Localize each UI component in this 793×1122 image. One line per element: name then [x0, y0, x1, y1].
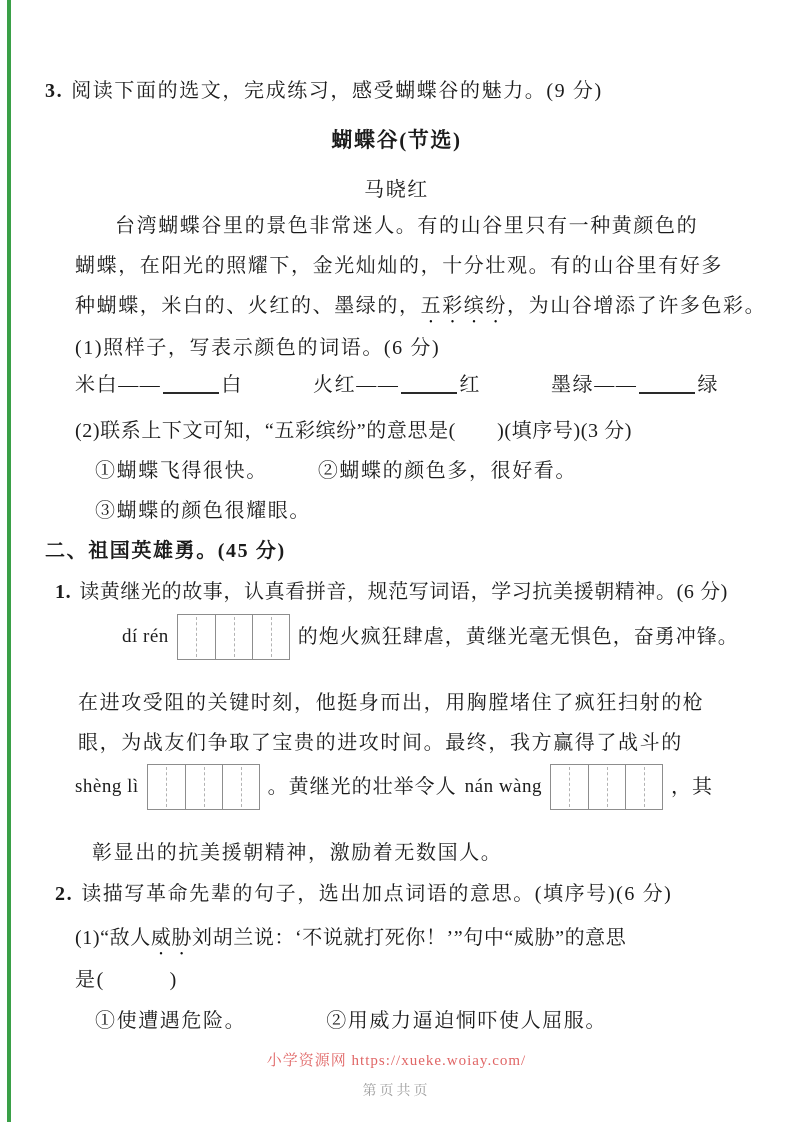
s2-q1-pinyin-row-1	[122, 614, 739, 660]
s2-q1-pinyin-row-2	[75, 764, 713, 810]
passage-line-2: 蝴蝶，在阳光的照耀下，金光灿灿的，十分壮观。有的山谷里有好多	[75, 255, 723, 277]
passage-line-3	[75, 293, 766, 328]
s2-q1-line-3: 眼，为战友们争取了宝贵的进攻时间。最终，我方赢得了战斗的	[78, 732, 683, 754]
q3-sub2-label: (2)联系上下文可知，“五彩缤纷”的意思是( )(填序号)(3 分)	[75, 420, 633, 442]
blank-prefix: 米白——	[75, 374, 162, 396]
s2-q2-options-row	[95, 1008, 607, 1034]
s2-q1-number: 1.	[55, 581, 72, 603]
question-3-header	[45, 78, 603, 104]
writing-cell	[588, 765, 625, 809]
blank-suffix: 白	[221, 374, 244, 396]
passage-author: 马晓红	[364, 179, 429, 201]
pinyin-nanwang: nán wàng	[464, 776, 542, 797]
section-2-header: 二、祖国英雄勇。(45 分)	[45, 540, 286, 562]
left-margin-bar	[7, 0, 11, 1122]
passage-line-3-post: ，为山谷增添了许多色彩。	[507, 295, 767, 317]
passage-line-1: 台湾蝴蝶谷里的景色非常迷人。有的山谷里只有一种黄颜色的	[115, 215, 699, 237]
pinyin-shengli: shèng lì	[75, 776, 139, 797]
writing-cell	[185, 765, 222, 809]
q3-color-blanks-row	[75, 372, 719, 398]
blank-prefix: 墨绿——	[551, 374, 638, 396]
s2-q2-text: 读描写革命先辈的句子，选出加点词语的意思。(填序号)(6 分)	[81, 883, 673, 905]
q3-sub1-label: (1)照样子，写表示颜色的词语。(6 分)	[75, 337, 441, 359]
writing-cell	[252, 615, 289, 659]
option-2: ②蝴蝶的颜色多，很好看。	[317, 460, 578, 482]
s2-q1-line-4-post: ，其	[670, 776, 713, 798]
s2-q2-sub1-line-1	[75, 925, 626, 960]
answer-blank[interactable]	[163, 372, 219, 394]
writing-cell	[551, 765, 588, 809]
color-blank-item-1	[75, 372, 243, 398]
s2-q2-header	[55, 881, 672, 907]
emphasized-word-wucaibinfen: 五彩缤纷	[420, 295, 508, 317]
answer-blank[interactable]	[401, 372, 457, 394]
writing-cell	[215, 615, 252, 659]
passage-line-3-pre: 种蝴蝶，米白的、火红的、墨绿的，	[75, 295, 421, 317]
color-blank-item-3	[551, 372, 719, 398]
blank-suffix: 红	[459, 374, 482, 396]
s2-q2-sub1-post: 刘胡兰说：‘不说就打死你！’”句中“威胁”的意思	[192, 927, 627, 949]
s2-q1-header	[55, 579, 728, 605]
writing-cell	[148, 765, 185, 809]
pinyin-answer-box[interactable]	[147, 764, 260, 810]
pinyin-answer-box[interactable]	[550, 764, 663, 810]
s2-q1-text: 读黄继光的故事，认真看拼音，规范写词语，学习抗美援朝精神。(6 分)	[79, 581, 728, 603]
footer-page-label: 第页共页	[362, 1084, 431, 1099]
color-blank-item-2	[313, 372, 481, 398]
option-3: ③蝴蝶的颜色很耀眼。	[95, 500, 311, 522]
emphasized-word-weixie: 威胁	[150, 927, 193, 949]
writing-cell	[625, 765, 662, 809]
q3-sub2-options-row	[95, 458, 577, 484]
s2-q2-sub1-line-2: 是( )	[75, 969, 178, 991]
s2-q2-number: 2.	[55, 883, 74, 905]
pinyin-answer-box[interactable]	[177, 614, 290, 660]
blank-prefix: 火红——	[313, 374, 400, 396]
s2-q1-line-5: 彰显出的抗美援朝精神，激励着无数国人。	[92, 842, 503, 864]
pinyin-diren: dí rén	[122, 626, 169, 647]
writing-cell	[222, 765, 259, 809]
option-1: ①使遭遇危险。	[95, 1010, 247, 1032]
question-3-text: 阅读下面的选文，完成练习，感受蝴蝶谷的魅力。(9 分)	[71, 80, 603, 102]
blank-suffix: 绿	[697, 374, 720, 396]
writing-cell	[178, 615, 215, 659]
s2-q2-sub1-pre: (1)“敌人	[75, 927, 151, 949]
answer-blank[interactable]	[639, 372, 695, 394]
footer-site-watermark: 小学资源网 https://xueke.woiay.com/	[266, 1053, 527, 1069]
option-2: ②用威力逼迫恫吓使人屈服。	[326, 1010, 608, 1032]
s2-q1-line-2: 在进攻受阻的关键时刻，他挺身而出，用胸膛堵住了疯狂扫射的枪	[78, 692, 705, 714]
s2-q1-line-1-post: 的炮火疯狂肆虐，黄继光毫无惧色，奋勇冲锋。	[297, 626, 739, 648]
passage-title: 蝴蝶谷(节选)	[331, 128, 462, 152]
question-3-number: 3.	[45, 80, 64, 102]
option-1: ①蝴蝶飞得很快。	[95, 460, 268, 482]
s2-q1-line-4-mid: 。黄继光的壮举令人	[267, 776, 457, 798]
